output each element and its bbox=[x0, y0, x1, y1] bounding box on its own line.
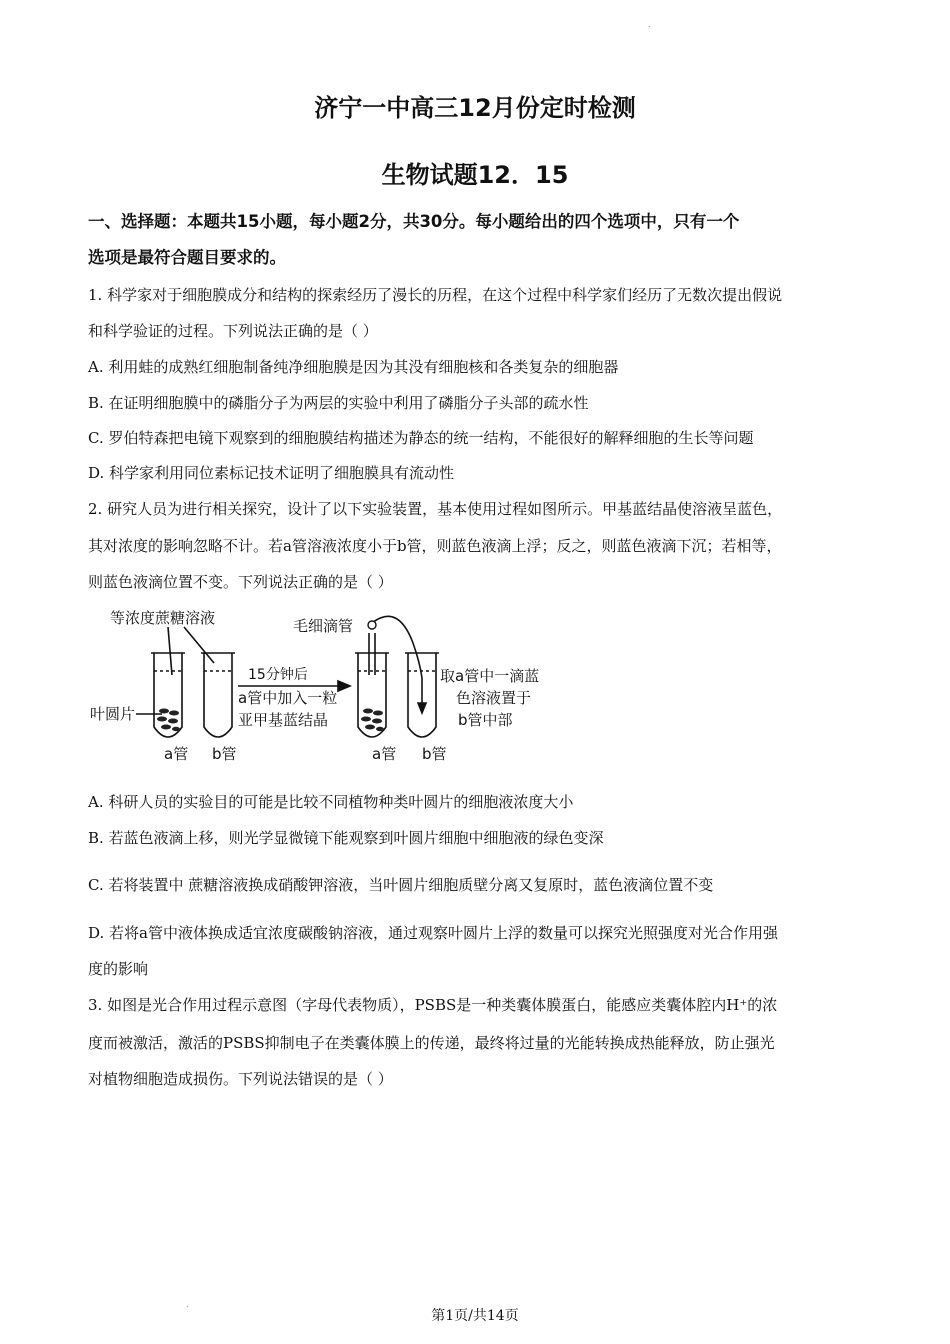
page-title: 济宁一中高三12月份定时检测 bbox=[314, 94, 636, 122]
tube-a2-label: a管 bbox=[372, 745, 397, 763]
page-footer: 第1页/共14页 bbox=[431, 1308, 519, 1324]
label-step1: 15分钟后 bbox=[248, 667, 308, 683]
leaf-discs-right bbox=[361, 709, 384, 732]
q1-option-d: D. 科学家利用同位素标记技术证明了细胞膜具有流动性 bbox=[88, 464, 455, 482]
q3-stem-line1: 3. 如图是光合作用过程示意图（字母代表物质），PSBS是一种类囊体膜蛋白，能感应类囊体腔内H⁺的浓 bbox=[88, 996, 778, 1014]
label-right3: b管中部 bbox=[458, 711, 513, 729]
label-right1: 取a管中一滴蓝 bbox=[440, 667, 540, 685]
tube-b-left bbox=[204, 653, 232, 737]
label-capillary: 毛细滴管 bbox=[293, 617, 354, 635]
tube-a-right bbox=[358, 653, 386, 737]
label-step2: a管中加入一粒 bbox=[238, 689, 338, 707]
q2-option-c: C. 若将装置中 蔗糖溶液换成硝酸钾溶液，当叶圆片细胞质壁分离又复原时，蓝色液滴位置不变 bbox=[88, 876, 714, 894]
tube-b2-label: b管 bbox=[422, 745, 447, 763]
page-subtitle: 生物试题12．15 bbox=[381, 161, 569, 189]
q2-stem-line3: 则蓝色液滴位置不变。下列说法正确的是（ ） bbox=[88, 573, 393, 591]
tube-b-label: b管 bbox=[212, 745, 237, 763]
q3-stem-line3: 对植物细胞造成损伤。下列说法错误的是（ ） bbox=[88, 1070, 393, 1088]
label-sucrose: 等浓度蔗糖溶液 bbox=[110, 609, 216, 627]
mark-dot-footer: . bbox=[186, 1300, 189, 1309]
mark-dot: . bbox=[648, 20, 651, 29]
q1-stem-line2: 和科学验证的过程。下列说法正确的是（ ） bbox=[88, 322, 378, 340]
section-heading-line1: 一、选择题：本题共15小题，每小题2分，共30分。每小题给出的四个选项中，只有一个 bbox=[88, 212, 740, 231]
q2-stem-line1: 2. 研究人员为进行相关探究，设计了以下实验装置，基本使用过程如图所示。甲基蓝结晶使溶液呈蓝色， bbox=[88, 500, 783, 518]
q1-option-c: C. 罗伯特森把电镜下观察到的细胞膜结构描述为静态的统一结构，不能很好的解释细胞的生长等问题 bbox=[88, 429, 754, 447]
q2-option-d: D. 若将a管中液体换成适宜浓度碳酸钠溶液，通过观察叶圆片上浮的数量可以探究光照强度对光合作用强 bbox=[88, 924, 778, 942]
label-step3: 亚甲基蓝结晶 bbox=[238, 711, 329, 729]
q2-option-b: B. 若蓝色液滴上移，则光学显微镜下能观察到叶圆片细胞中细胞液的绿色变深 bbox=[88, 829, 604, 847]
tube-a-label: a管 bbox=[164, 745, 189, 763]
q2-option-d-cont: 度的影响 bbox=[88, 960, 149, 978]
tube-a-left bbox=[154, 653, 182, 737]
q3-stem-line2: 度而被激活，激活的PSBS抑制电子在类囊体膜上的传递，最终将过量的光能转换成热能释放，防止强光 bbox=[88, 1034, 775, 1052]
label-right2: 色溶液置于 bbox=[456, 689, 532, 707]
q1-option-a: A. 利用蛙的成熟红细胞制备纯净细胞膜是因为其没有细胞核和各类复杂的细胞器 bbox=[88, 358, 619, 376]
q1-option-b: B. 在证明细胞膜中的磷脂分子为两层的实验中利用了磷脂分子头部的疏水性 bbox=[88, 394, 589, 412]
section-heading-line2: 选项是最符合题目要求的。 bbox=[88, 248, 286, 267]
q1-stem-line1: 1. 科学家对于细胞膜成分和结构的探索经历了漫长的历程，在这个过程中科学家们经历了无数次提出假说 bbox=[88, 286, 783, 304]
experiment-figure bbox=[88, 603, 568, 773]
q2-stem-line2: 其对浓度的影响忽略不计。若a管溶液浓度小于b管，则蓝色液滴上浮；反之，则蓝色液滴下沉；若相等， bbox=[88, 537, 782, 555]
leaf-discs-left bbox=[157, 709, 180, 732]
label-leaf: 叶圆片 bbox=[90, 705, 136, 723]
q2-option-a: A. 科研人员的实验目的可能是比较不同植物种类叶圆片的细胞液浓度大小 bbox=[88, 793, 574, 811]
